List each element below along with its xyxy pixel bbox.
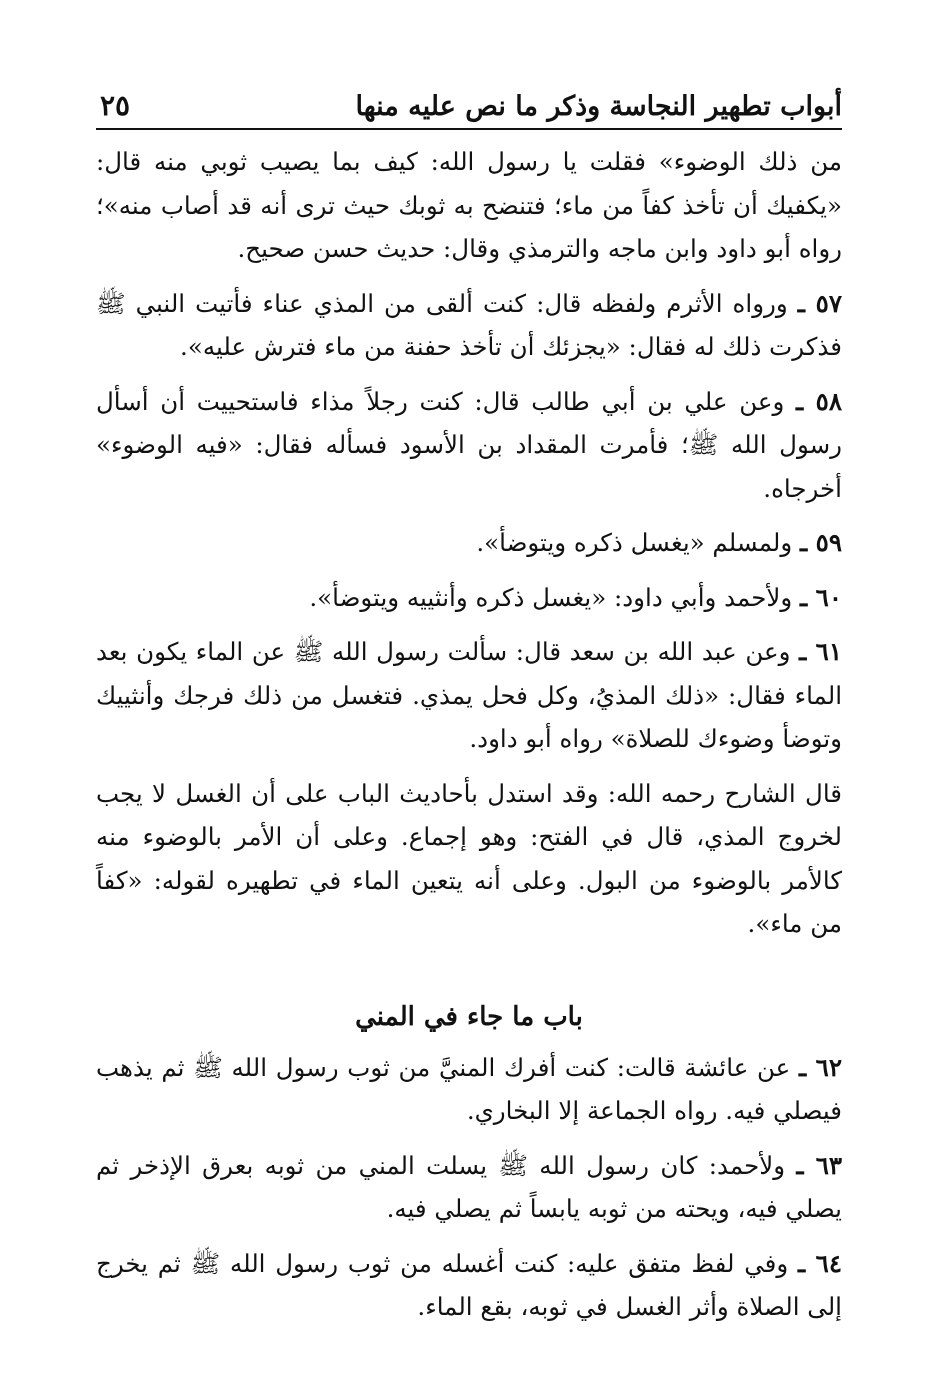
page-content [96, 130, 842, 1329]
hadith-number: ٥٩ ـ [799, 528, 842, 557]
page-number: ٢٥ [100, 89, 131, 122]
hadith-number: ٦٣ ـ [796, 1150, 843, 1180]
hadith-62: ٦٢ ـ عن عائشة قالت: كنت أفرك المنيَّ من ثوب رسول الله ﷺ ثم يذهب فيصلي فيه. رواه الجماعة إلا البخاري. [96, 1052, 842, 1125]
hadith-number: ٦٤ ـ [797, 1248, 842, 1278]
paragraph-continuation: من ذلك الوضوء» فقلت يا رسول الله: كيف بما يصيب ثوبي منه قال: «يكفيك أن تأخذ كفاً من ماء؛ فتنضح به ثوبك حيث ترى أنه قد أصاب منه»؛ رواه أبو داود وابن ماجه والترمذي وقال: حديث حسن صحيح. [96, 147, 842, 263]
hadith-64: ٦٤ ـ وفي لفظ متفق عليه: كنت أغسله من ثوب رسول الله ﷺ ثم يخرج إلى الصلاة وأثر الغسل في ثوبه، بقع الماء. [96, 1248, 842, 1321]
hadith-58: ٥٨ ـ وعن علي بن أبي طالب قال: كنت رجلاً مذاء فاستحييت أن أسأل رسول الله ﷺ؛ فأمرت المقداد بن الأسود فسأله فقال: «فيه الوضوء» أخرجاه. [96, 386, 842, 503]
hadith-number: ٥٧ ـ [797, 288, 842, 318]
commentary-paragraph: قال الشارح رحمه الله: وقد استدل بأحاديث الباب على أن الغسل لا يجب لخروج المذي، قال في الفتح: وهو إجماع. وعلى أن الأمر بالوضوء منه كالأمر بالوضوء من البول. وعلى أنه يتعين الماء في تطهيره لقوله: «كفاً من ماء». [96, 778, 842, 938]
hadith-number: ٦٠ ـ [799, 582, 842, 612]
hadith-number: ٦٢ ـ [799, 1052, 842, 1082]
running-title: أبواب تطهير النجاسة وذكر ما نص عليه منها [355, 91, 842, 122]
page-header [96, 76, 842, 130]
hadith-number: ٥٨ ـ [796, 386, 842, 416]
section-title: باب ما جاء في المني [355, 1001, 583, 1032]
hadith-60: ٦٠ ـ ولأحمد وأبي داود: «يغسل ذكره وأنثييه ويتوضأ». [309, 582, 842, 612]
hadith-59: ٥٩ ـ ولمسلم «يغسل ذكره ويتوضأ». [476, 528, 842, 557]
hadith-63: ٦٣ ـ ولأحمد: كان رسول الله ﷺ يسلت المني من ثوبه بعرق الإذخر ثم يصلي فيه، ويحته من ثوبه يابساً ثم يصلي فيه. [96, 1150, 843, 1223]
hadith-61: ٦١ ـ وعن عبد الله بن سعد قال: سألت رسول الله ﷺ عن الماء يكون بعد الماء فقال: «ذلك المذيُ، وكل فحل يمذي. فتغسل من ذلك فرجك وأنثييك وتوضأ وضوءك للصلاة» رواه أبو داود. [96, 637, 842, 753]
hadith-number: ٦١ ـ [799, 637, 842, 666]
book-page [96, 76, 842, 1340]
hadith-57: ٥٧ ـ ورواه الأثرم ولفظه قال: كنت ألقى من المذي عناء فأتيت النبي ﷺ فذكرت ذلك له فقال: «يجزئك أن تأخذ حفنة من ماء فترش عليه». [96, 288, 842, 361]
